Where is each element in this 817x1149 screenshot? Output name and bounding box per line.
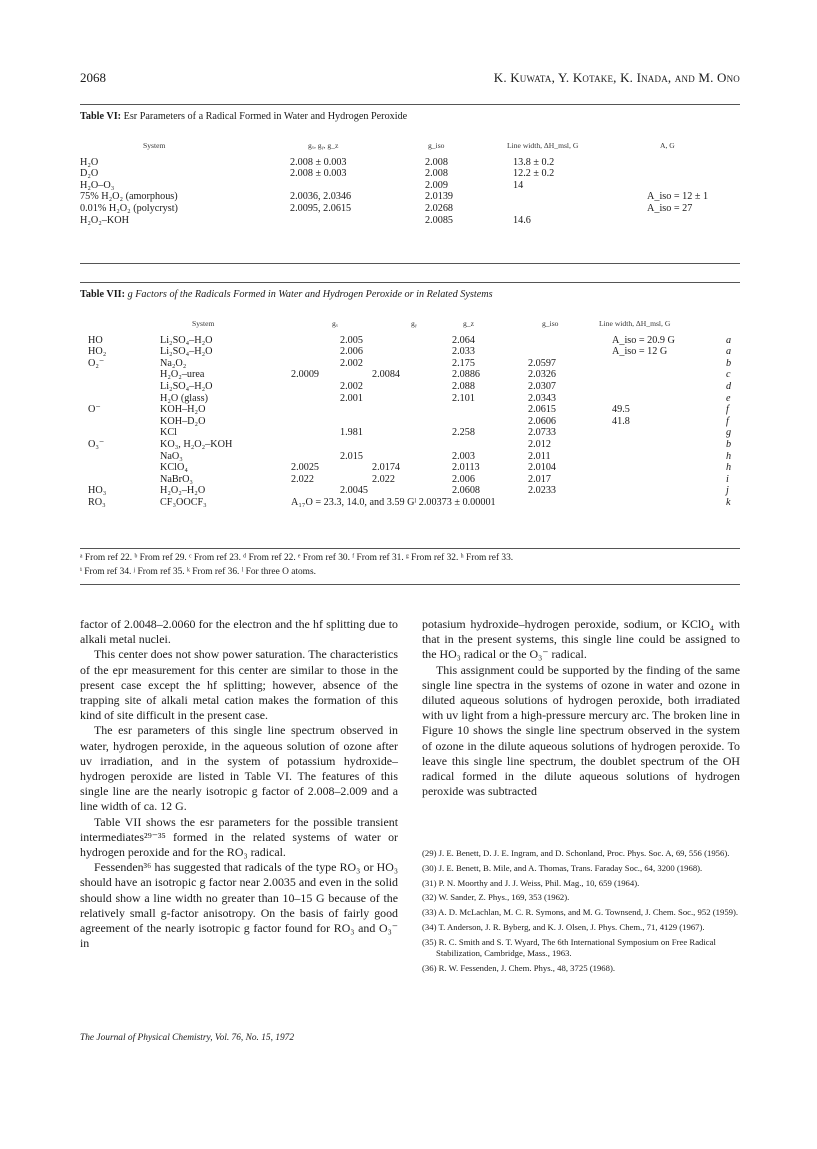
table7-cell-gy: 2.0084 [372, 369, 401, 381]
table7-row [80, 474, 740, 486]
table7-cell-radical: O₂⁻ [88, 357, 105, 369]
journal-footer: The Journal of Physical Chemistry, Vol. 76, No. 15, 1972 [80, 1033, 295, 1043]
table7-row [80, 358, 740, 370]
table7-cell-width: A_iso = 20.9 G [612, 334, 675, 346]
table7-row [80, 451, 740, 463]
table7-cell-ref: g [726, 427, 732, 439]
table7-cell-giso: 2.0233 [528, 485, 557, 497]
table7-col-width: Line width, ΔH_msl, G [599, 319, 671, 328]
table6-cell-system: D₂O [80, 168, 99, 180]
table7-cell-system: H₂O (glass) [160, 392, 208, 404]
table7-cell-gz: 2.006 [452, 473, 475, 485]
table7-col-giso: g_iso [542, 319, 559, 328]
table7-row [80, 346, 740, 358]
table7-cell-radical: O⁻ [88, 404, 101, 416]
table7-row [80, 497, 740, 509]
table7-cell-ref: a [726, 334, 732, 346]
table6-cell-width: 14 [513, 179, 524, 191]
table7-cell-giso: 2.017 [528, 473, 551, 485]
table7-cell-ref: f [726, 415, 729, 427]
body-paragraph: Table VII shows the esr parameters for the possible transient intermediates²⁹⁻³⁵ formed in the related systems of water or hydrogen peroxide and for the RO₃ radical. [80, 814, 398, 860]
table7-bottom-rule [80, 584, 740, 585]
table7-body [80, 335, 740, 509]
table7-cell-giso: 2.0326 [528, 369, 557, 381]
table6-cell-system: H₂O₂–KOH [80, 214, 129, 226]
running-head-authors: K. Kuwata, Y. Kotake, K. Inada, and M. Ono [493, 70, 740, 85]
table6-row [80, 191, 740, 203]
table6-col-giso: g_iso [428, 141, 445, 150]
table7-cell-ref: j [726, 485, 729, 497]
table7-cell-giso: 2.0615 [528, 404, 557, 416]
table7-row [80, 485, 740, 497]
table6-cell-g-iso: 2.008 [425, 168, 448, 180]
reference-item: (36) R. W. Fessenden, J. Chem. Phys., 48, 3725 (1968). [422, 962, 616, 973]
table7-cell-ref: d [726, 380, 732, 392]
table7-cell-width: 49.5 [612, 404, 630, 416]
table6-cell-g-xyz: 2.0095, 2.0615 [290, 202, 352, 214]
table6-cell-g-xyz: 2.0036, 2.0346 [290, 191, 352, 203]
table6-col-system: System [143, 141, 166, 150]
table7-row [80, 462, 740, 474]
table7-cell-radical: HO₂ [88, 346, 107, 358]
table7-cell-system: NaO₃ [160, 450, 183, 462]
table6-caption-text: Esr Parameters of a Radical Formed in Water and Hydrogen Peroxide [123, 111, 408, 122]
table7-cell-gxy: 2.002 [340, 357, 363, 369]
table7-cell-giso: 2.012 [528, 438, 551, 450]
page-number: 2068 [80, 70, 106, 85]
table7-col-gz: g_z [463, 319, 474, 328]
table6-row [80, 180, 740, 192]
table7-cell-giso: 2.0606 [528, 415, 557, 427]
body-paragraph: This center does not show power saturation. The characteristics of the epr measurement for this center are similar to those in the present case except the hf splitting; however, absence of the trapping site of alkali metal cation makes the formation of this kind of site difficult in the present case. [80, 647, 398, 723]
table7-cell-gz: 2.088 [452, 380, 475, 392]
table7 [80, 318, 740, 509]
table7-cell-gxy: 1.981 [340, 427, 363, 439]
table7-cell-ref: i [726, 473, 729, 485]
body-paragraph: potasium hydroxide–hydrogen peroxide, sodium, or KClO₄ with that in the present systems, this single line could be assigned to the HO₃ radical or the O₃⁻ radical. [422, 617, 740, 662]
table7-cell-system: H₂O₂–urea [160, 369, 205, 381]
table7-cell-ref: b [726, 438, 732, 450]
table7-cell-radical: O₃⁻ [88, 438, 105, 450]
table6-header-row [80, 140, 740, 152]
table7-cell-gz: 2.064 [452, 334, 475, 346]
table7-row [80, 439, 740, 451]
table7-cell-radical: RO₃ [88, 496, 106, 508]
table6-col-width: Line width, ΔH_msl, G [507, 141, 579, 150]
table7-cell-width: A_iso = 12 G [612, 346, 668, 358]
table6-cell-a: A_iso = 12 ± 1 [647, 191, 709, 203]
reference-item: (30) J. E. Benett, B. Mile, and A. Thomas, Trans. Faraday Soc., 64, 3200 (1968). [422, 862, 703, 873]
table7-cell-system: KOH–H₂O [160, 404, 206, 416]
table7-cell-gxy: 2.0045 [340, 485, 369, 497]
reference-item: (32) W. Sander, Z. Phys., 169, 353 (1962). [422, 892, 570, 903]
table7-footnotes-line2: ⁱ From ref 34. ʲ From ref 35. ᵏ From ref 36. ˡ For three O atoms. [80, 567, 316, 577]
table7-col-gy: gᵧ [411, 319, 417, 328]
table6-col-gxyz: gₓ, gᵧ, g_z [308, 141, 339, 150]
table7-cell-ref: c [726, 369, 731, 381]
table6-caption [80, 111, 740, 122]
table7-cell-span: A₁₇O = 23.3, 14.0, and 3.59 Gˡ 2.00373 ± 0.00001 [291, 496, 496, 508]
table6-cell-g-iso: 2.009 [425, 179, 448, 191]
table7-cell-gxy: 2.001 [340, 392, 363, 404]
table7-cell-giso: 2.0104 [528, 462, 557, 474]
body-left-column [80, 617, 398, 951]
table6-label: Table VI: [80, 111, 122, 122]
table7-cell-gx: 2.022 [291, 473, 314, 485]
table7-cell-gz: 2.175 [452, 357, 475, 369]
table7-cell-width: 41.8 [612, 415, 630, 427]
table6-cell-system: 75% H₂O₂ (amorphous) [80, 191, 178, 203]
table6-cell-system: H₂O–O₃ [80, 179, 115, 191]
table7-col-gx: gₓ [332, 319, 338, 328]
table7-cell-gz: 2.003 [452, 450, 475, 462]
table7-row [80, 427, 740, 439]
table7-cell-gz: 2.0113 [452, 462, 480, 474]
table6-cell-g-iso: 2.0268 [425, 202, 454, 214]
table7-cell-system: KCl [160, 427, 177, 439]
table7-caption-text: g Factors of the Radicals Formed in Water and Hydrogen Peroxide or in Related Systems [127, 289, 493, 300]
table7-cell-giso: 2.0733 [528, 427, 557, 439]
table6-row [80, 215, 740, 227]
table7-cell-system: Li₂SO₄–H₂O [160, 346, 213, 358]
table7-cell-gxy: 2.005 [340, 334, 363, 346]
table7-cell-gz: 2.258 [452, 427, 475, 439]
table7-cell-system: KClO₄ [160, 462, 188, 474]
table7-cell-gx: 2.0009 [291, 369, 320, 381]
table7-cell-giso: 2.0343 [528, 392, 557, 404]
table7-header-row [80, 318, 740, 330]
references-list [422, 848, 740, 977]
table7-footnotes-line1: ᵃ From ref 22. ᵇ From ref 29. ᶜ From ref 23. ᵈ From ref 22. ᵉ From ref 30. ᶠ From ref 31. ᵍ From ref 32. ʰ From ref 33. [80, 553, 514, 563]
table7-cell-ref: h [726, 462, 732, 474]
table6-row [80, 157, 740, 169]
table7-cell-ref: f [726, 404, 729, 416]
table7-cell-gxy: 2.015 [340, 450, 363, 462]
table7-cell-system: Li₂SO₄–H₂O [160, 380, 213, 392]
table6-col-a: A, G [660, 141, 675, 150]
table7-cell-system: H₂O₂–H₂O [160, 485, 206, 497]
table6-cell-width: 13.8 ± 0.2 [513, 156, 555, 168]
table7-row [80, 416, 740, 428]
table6-cell-g-iso: 2.008 [425, 156, 448, 168]
table6-cell-width: 12.2 ± 0.2 [513, 168, 555, 180]
table7-label: Table VII: [80, 289, 126, 300]
table7-caption [80, 289, 740, 300]
table6-row [80, 168, 740, 180]
body-paragraph: The esr parameters of this single line spectrum observed in water, hydrogen peroxide, in the aqueous solution of ozone after uv irradiation, and in the system of potassium hydroxide–hydrogen peroxide are listed in Table VI. The features of this single line are the nearly isotropic g factor of 2.008–2.009 and a line width of ca. 12 G. [80, 723, 398, 814]
table7-row [80, 393, 740, 405]
table6-cell-system: 0.01% H₂O₂ (polycryst) [80, 202, 178, 214]
table7-cell-system: KO₃, H₂O₂–KOH [160, 438, 233, 450]
body-paragraph: This assignment could be supported by the finding of the same single line spectra in the systems of ozone in water and ozone in diluted aqueous solutions of hydrogen peroxide, both irradiated with uv light from a high-pressure mercury arc. The broken line in Figure 10 shows the single line spectrum observed in the system of ozone in the dilute aqueous solutions of hydrogen peroxide. To leave this single line spectrum, the doublet spectrum of the OH radical formed in the dilute aqueous solutions of hydrogen peroxide was subtracted [422, 662, 740, 799]
table7-row [80, 369, 740, 381]
table7-cell-giso: 2.011 [528, 450, 551, 462]
table7-row [80, 381, 740, 393]
table7-footnote-rule [80, 548, 740, 549]
table7-cell-system: NaBrO₃ [160, 473, 193, 485]
table6 [80, 140, 740, 226]
reference-item: (34) T. Anderson, J. R. Byberg, and K. J. Olsen, J. Phys. Chem., 71, 4129 (1967). [422, 921, 705, 932]
table7-cell-gz: 2.0886 [452, 369, 481, 381]
table7-row [80, 404, 740, 416]
body-paragraph: factor of 2.0048–2.0060 for the electron and the hf splitting due to alkali metal nuclei. [80, 617, 398, 647]
table6-body [80, 157, 740, 227]
table7-cell-gz: 2.101 [452, 392, 475, 404]
table7-cell-ref: a [726, 346, 732, 358]
table6-row [80, 203, 740, 215]
table7-cell-gy: 2.022 [372, 473, 395, 485]
table7-cell-system: KOH–D₂O [160, 415, 206, 427]
table7-cell-system: Li₂SO₄–H₂O [160, 334, 213, 346]
table7-top-rule [80, 282, 740, 283]
body-right-column [422, 617, 740, 799]
table7-cell-ref: e [726, 392, 731, 404]
table6-cell-a: A_iso = 27 [647, 202, 693, 214]
table7-cell-ref: h [726, 450, 732, 462]
table7-cell-gxy: 2.006 [340, 346, 363, 358]
table7-cell-system: Na₂O₂ [160, 357, 187, 369]
reference-item: (35) R. C. Smith and S. T. Wyard, The 6th International Symposium on Free Radical Stabilization, Cambridge, Mass., 1963. [422, 936, 716, 958]
table6-cell-g-iso: 2.0085 [425, 214, 454, 226]
reference-item: (29) J. E. Benett, D. J. E. Ingram, and D. Schonland, Proc. Phys. Soc. A, 69, 556 (1956). [422, 848, 730, 858]
table7-cell-giso: 2.0597 [528, 357, 557, 369]
reference-item: (31) P. N. Moorthy and J. J. Weiss, Phil. Mag., 10, 659 (1964). [422, 877, 640, 888]
reference-item: (33) A. D. McLachlan, M. C. R. Symons, and M. G. Townsend, J. Chem. Soc., 952 (1959). [422, 907, 739, 918]
table7-cell-gxy: 2.002 [340, 380, 363, 392]
table7-cell-gx: 2.0025 [291, 462, 320, 474]
table6-top-rule [80, 104, 740, 105]
table6-cell-g-xyz: 2.008 ± 0.003 [290, 156, 347, 168]
table7-cell-gy: 2.0174 [372, 462, 401, 474]
table7-cell-ref: b [726, 357, 732, 369]
table7-cell-gz: 2.0608 [452, 485, 481, 497]
table6-cell-width: 14.6 [513, 214, 531, 226]
table7-cell-giso: 2.0307 [528, 380, 557, 392]
table6-bottom-rule [80, 263, 740, 264]
table7-row [80, 335, 740, 347]
table6-cell-g-iso: 2.0139 [425, 191, 454, 203]
table7-cell-gz: 2.033 [452, 346, 475, 358]
table6-cell-g-xyz: 2.008 ± 0.003 [290, 168, 347, 180]
table7-cell-radical: HO [88, 334, 103, 346]
table7-cell-system: CF₃OOCF₃ [160, 496, 207, 508]
table7-cell-ref: k [726, 496, 731, 508]
table6-cell-system: H₂O [80, 156, 99, 168]
body-paragraph: Fessenden³⁶ has suggested that radicals of the type RO₃ or HO₃ should have an isotropic g factor near 2.0035 and even in the solid should show a line width no greater than 10–15 G because of the relatively small g-factor anisotropy. On the basis of fairly good agreement of the nearly isotropic g factor found for RO₃ and O₃⁻ in [80, 860, 398, 951]
table7-cell-radical: HO₃ [88, 485, 107, 497]
table7-col-system: System [192, 319, 215, 328]
